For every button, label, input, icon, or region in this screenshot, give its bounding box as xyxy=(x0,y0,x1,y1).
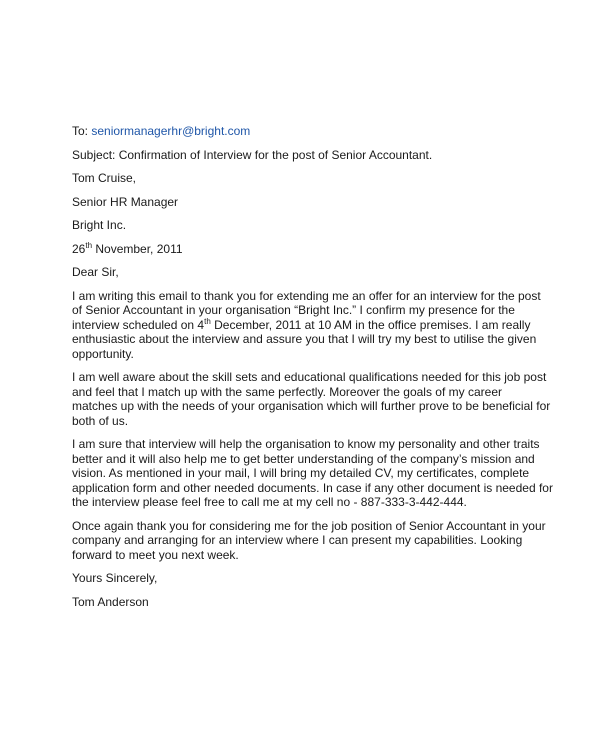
paragraph-3-line: I am sure that interview will help the organisation to know my personality and other traits xyxy=(72,437,540,451)
paragraph-4-line: company and arranging for an interview where I can present my capabilities. Looking xyxy=(72,533,523,547)
to-email-link[interactable]: seniormanagerhr@bright.com xyxy=(91,124,251,138)
interview-date-post: December, 2011 at 10 AM in the office premises. I am really xyxy=(210,317,531,332)
to-label: To: xyxy=(72,124,89,138)
paragraph-4-line: Once again thank you for considering me for the job position of Senior Accountant in your xyxy=(72,518,546,533)
letter-date xyxy=(72,242,552,257)
paragraph-2 xyxy=(72,370,552,428)
date-suffix: th xyxy=(85,240,93,250)
paragraph-1-line xyxy=(72,318,552,333)
subject-line: Subject: Confirmation of Interview for the post of Senior Accountant. xyxy=(72,147,433,162)
salutation: Dear Sir, xyxy=(72,265,119,279)
recipient-name: Tom Cruise, xyxy=(72,171,137,185)
paragraph-1-line: of Senior Accountant in your organisation “Bright Inc.” I confirm my presence for the xyxy=(72,303,515,317)
paragraph-3-line: vision. As mentioned in your mail, I will bring my detailed CV, my certificates, complete xyxy=(72,466,530,480)
paragraph-1-line: enthusiastic about the interview and assure you that I will try my best to utilise the given xyxy=(72,332,537,346)
paragraph-3 xyxy=(72,437,552,510)
paragraph-1 xyxy=(72,289,552,362)
paragraph-3-line: the interview please feel free to call me at my cell no - 887-333-3-442-444. xyxy=(72,495,467,509)
paragraph-4-line: forward to meet you next week. xyxy=(72,547,239,562)
date-day: 26 xyxy=(72,241,86,256)
closing: Yours Sincerely, xyxy=(72,571,158,585)
date-rest: November, 2011 xyxy=(92,241,183,256)
paragraph-3-line: application form and other needed documents. In case if any other document is needed for xyxy=(72,480,553,495)
to-line xyxy=(72,124,552,139)
recipient-title: Senior HR Manager xyxy=(72,194,179,209)
interview-date-pre: interview scheduled on 4 xyxy=(72,317,205,332)
paragraph-3-line: better and it will also help me to get better understanding of the company’s mission and xyxy=(72,451,535,466)
paragraph-1-line: opportunity. xyxy=(72,346,134,361)
letter-body xyxy=(72,124,552,618)
signature: Tom Anderson xyxy=(72,594,149,609)
paragraph-4 xyxy=(72,519,552,563)
paragraph-2-line: I am well aware about the skill sets and educational qualifications needed for this job post xyxy=(72,370,547,384)
interview-date-suffix: th xyxy=(204,316,211,326)
paragraph-2-line: and feel that I match up with the same perfectly. Moreover the goals of my career xyxy=(72,384,502,399)
paragraph-2-line: matches up with the needs of your organisation which will further prove to be beneficial for xyxy=(72,399,551,413)
paragraph-1-line: I am writing this email to thank you for extending me an offer for an interview for the post xyxy=(72,288,541,303)
recipient-company: Bright Inc. xyxy=(72,218,127,232)
paragraph-2-line: both of us. xyxy=(72,413,129,428)
